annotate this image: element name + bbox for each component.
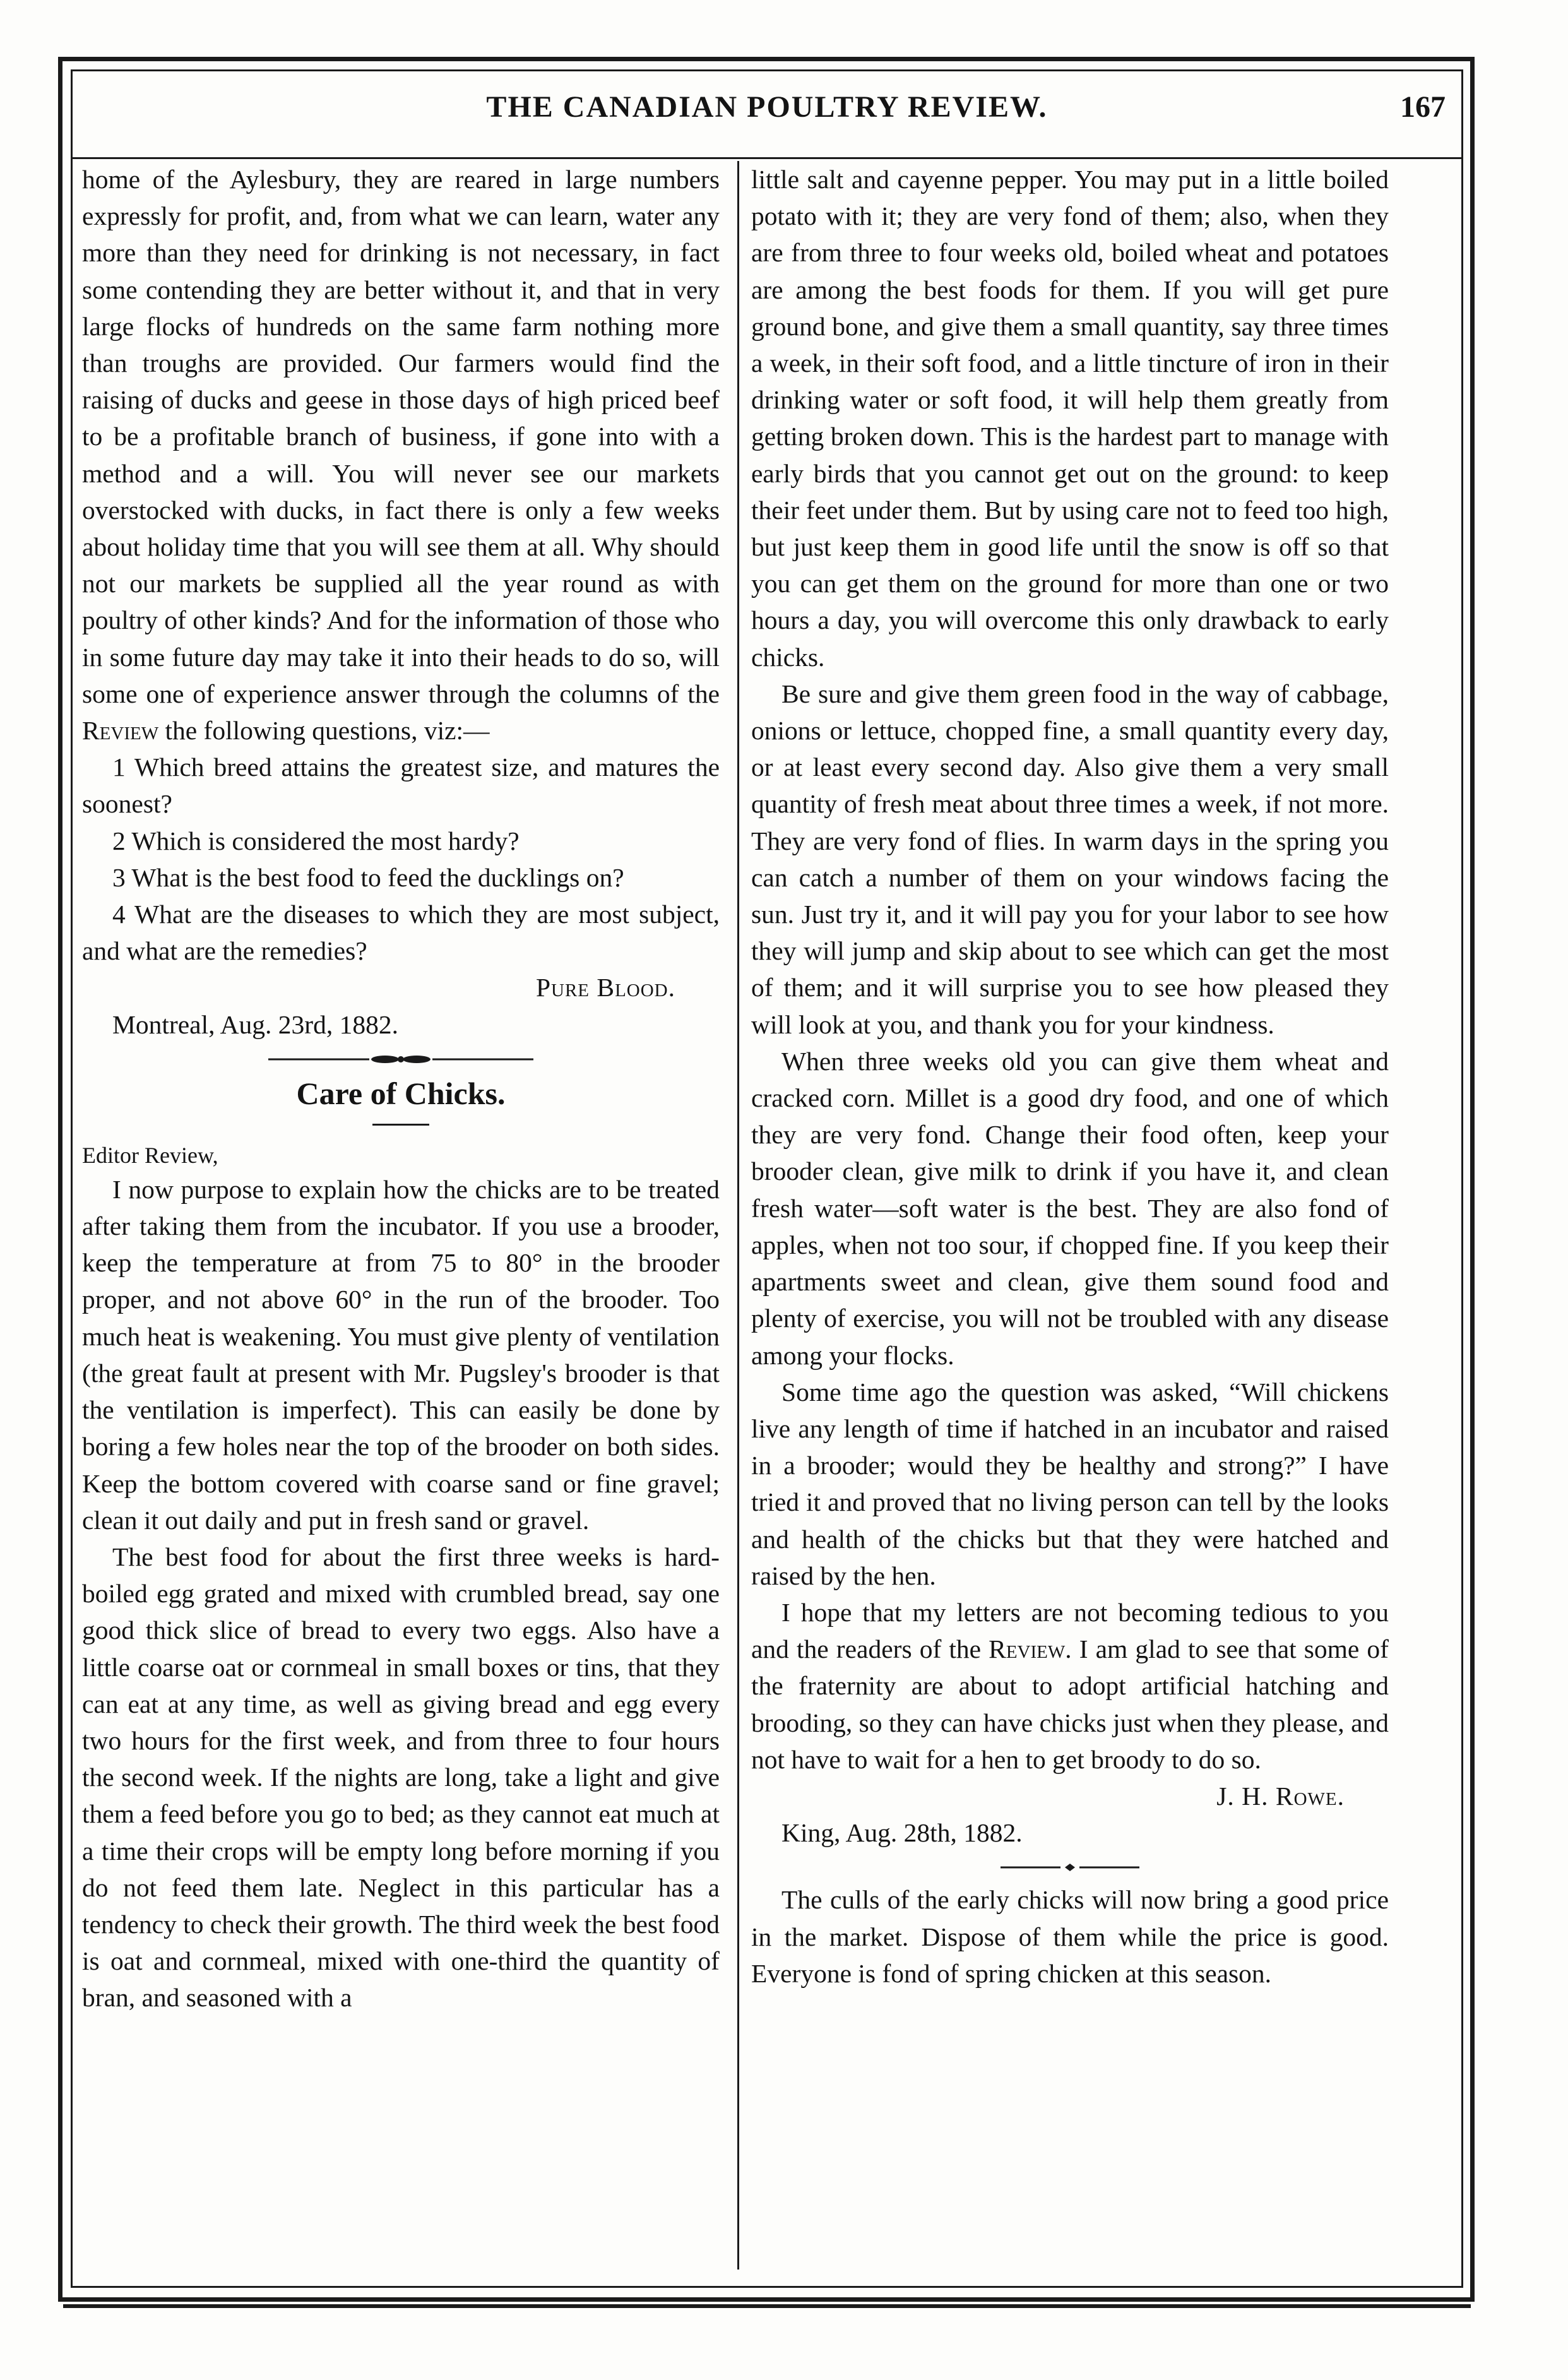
brooder-paragraph: I now purpose to explain how the chicks are to be treated after taking them from the incubator. If you use a brooder, keep the temperature at from 75 to 80° in the brooder proper, and not above 60° in the run of the brooder. Too much heat is weakening. You must give plenty of ventilation (the great fault at present with Mr. Pugsley's brooder is that the ventilation is imperfect). This can easily be done by boring a few holes near the top of the brooder on both sides. Keep the bottom covered with coarse sand or fine gravel; clean it out daily and put in fresh sand or gravel. [82, 1174, 720, 1535]
place-date-king: King, Aug. 28th, 1882. [781, 1818, 1023, 1848]
signature-rowe: J. H. Rowe. [1216, 1781, 1345, 1811]
closing-paragraph: I hope that my letters are not becoming tedious to you and the readers of the Review. I am glad to see that some of the fraternity are about to adopt artificial hatching and brooding, so they can have chicks just when they please, and not have to wait for a hen to get broody to do so. [751, 1597, 1389, 1774]
signature-pure-blood: Pure Blood. [535, 973, 675, 1003]
seasoning-paragraph: little salt and cayenne pepper. You may put in a little boiled potato with it; they are very fond of them; also, when they are from three to four weeks old, boiled wheat and potatoes are among the best foods for them. If you will get pure ground bone, and give them a small quantity, say three times a week, in their soft food, and a little tincture of iron in their drinking water or soft food, it will help them greatly from getting broken down. This is the hardest part to manage with early birds that you cannot get out on the ground: to keep their feet under them. But by using care not to feed too high, but just keep them in good life until the snow is off so that you can get them on the ground for more than one or two hours a day, you will overcome this only drawback to early chicks. [751, 165, 1389, 672]
column-divider [737, 161, 739, 2270]
salutation: Editor Review, [82, 1142, 218, 1168]
section-ornament [268, 1053, 533, 1066]
place-date-montreal: Montreal, Aug. 23rd, 1882. [112, 1009, 398, 1039]
question-2: 2 Which is considered the most hardy? [112, 826, 520, 855]
right-column [751, 161, 1389, 2270]
left-column [82, 161, 720, 2270]
review-smallcaps: Review [82, 716, 159, 746]
journal-title: THE CANADIAN POULTRY REVIEW. [486, 90, 1048, 124]
page-number: 167 [1400, 90, 1446, 124]
section-ornament [1001, 1861, 1139, 1874]
review-smallcaps: Review [989, 1634, 1066, 1664]
question-asked-paragraph: Some time ago the question was asked, “Will chickens live any length of time if hatched in an incubator and raised in a brooder; would they be healthy and strong?” I have tried it and proved that no living person can tell by the looks and health of the chicks but that they were hatched and raised by the hen. [751, 1377, 1389, 1590]
green-food-paragraph: Be sure and give them green food in the way of cabbage, onions or lettuce, chopped fine, a small quantity every day, or at least every second day. Also give them a very small quantity of fresh meat about three times a week, if not more. They are very fond of flies. In warm days in the spring you can catch a number of them on your windows facing the sun. Just try it, and it will pay you for your labor to see how they will jump and skip about to see which can get the most of them; and it will surprise you to see how pleased they will look at you, and thank you for your kindness. [751, 679, 1389, 1039]
feeding-paragraph: The best food for about the first three weeks is hard-boiled egg grated and mixed with crumbled bread, say one good thick slice of bread to every two eggs. Also have a little coarse oat or cornmeal in small boxes or tins, that they can eat at any time, as well as giving bread and egg every two hours for the first week, and from three to four hours the second week. If the nights are long, take a light and give them a feed before you go to bed; as they cannot eat much at a time their crops will be empty long before morning if you do not feed them late. Neglect in this particular has a tendency to check their growth. The third week the best food is oat and cornmeal, mixed with one-third the quantity of bran, and seasoned with a [82, 1542, 720, 2013]
culls-paragraph: The culls of the early chicks will now bring a good price in the market. Dispose of them while the price is good. Everyone is fond of spring chicken at this season. [751, 1885, 1389, 1988]
aylesbury-paragraph: home of the Aylesbury, they are reared in large numbers expressly for profit, and, from what we can learn, water any more than they need for drinking is not necessary, in fact some contending they are better without it, and that in very large flocks of hundreds on the same farm nothing more than troughs are provided. Our farmers would find the raising of ducks and geese in those days of high priced beef to be a profitable branch of business, if gone into with a method and a will. You will never see our markets overstocked with ducks, in fact there is only a few weeks about holiday time that you will see them at all. Why should not our markets be supplied all the year round as with poultry of other kinds? And for the information of those who in some future day may take it into their heads to do so, will some one of experience answer through the columns of the Review the following questions, viz:— [82, 165, 720, 746]
title-rule [372, 1124, 429, 1126]
question-3: 3 What is the best food to feed the ducklings on? [112, 862, 624, 892]
wheat-corn-paragraph: When three weeks old you can give them wheat and cracked corn. Millet is a good dry food, and one of which they are very fond. Change their food often, keep your brooder clean, give milk to drink if you have it, and clean fresh water—soft water is the best. They are also fond of apples, when not too sour, if chopped fine. If you keep their apartments sweet and clean, give them sound food and plenty of exercise, you will not be troubled with any disease among your flocks. [751, 1046, 1389, 1370]
page-bottom-rule [63, 2304, 1471, 2308]
question-1: 1 Which breed attains the greatest size, and matures the soonest? [82, 753, 720, 819]
running-header [71, 71, 1463, 159]
article-title: Care of Chicks. [296, 1075, 506, 1111]
question-4: 4 What are the diseases to which they are most subject, and what are the remedies? [82, 900, 720, 966]
